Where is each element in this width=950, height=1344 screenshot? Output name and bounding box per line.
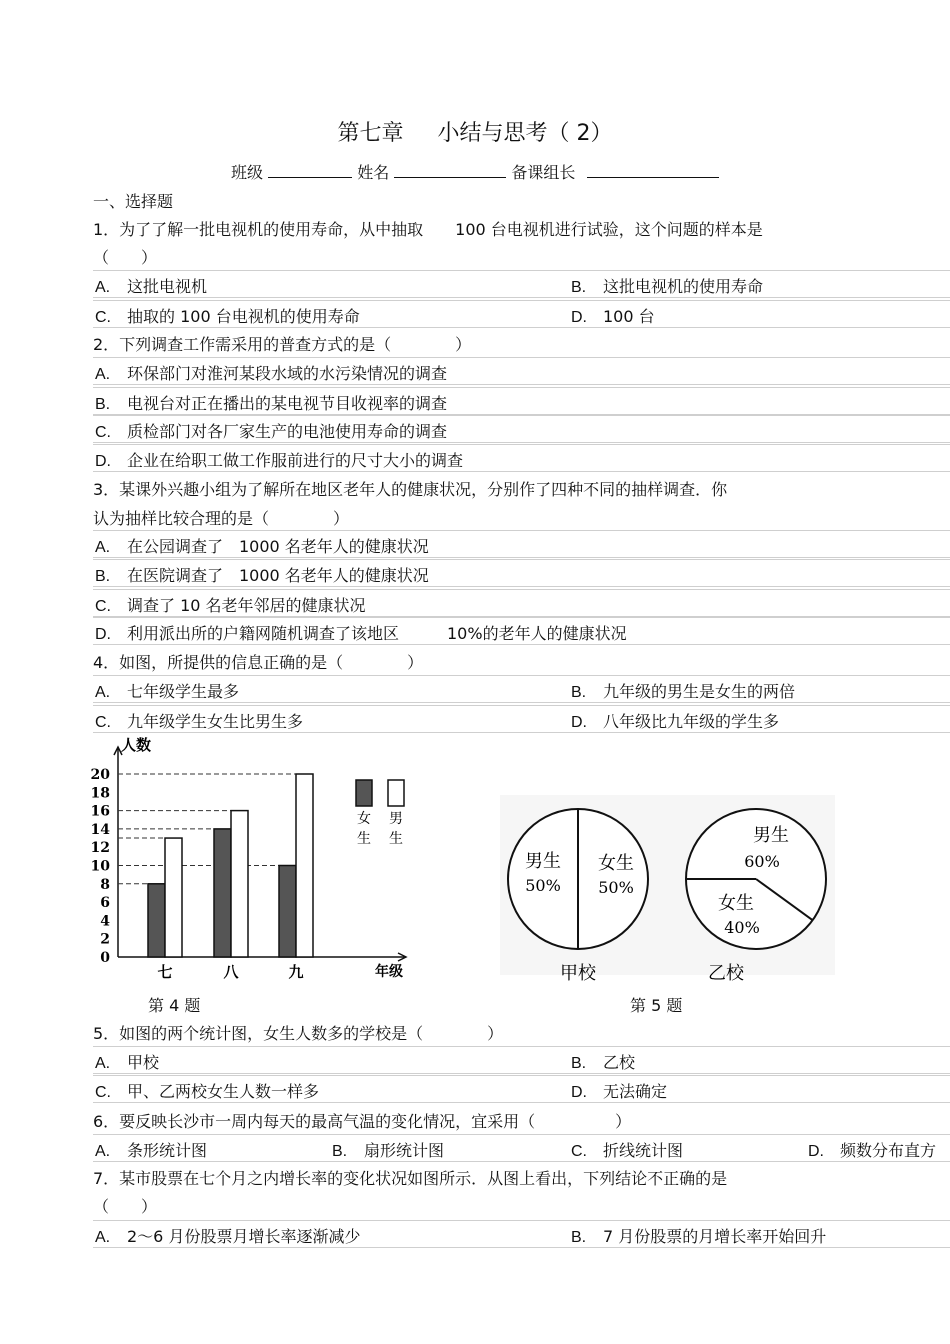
q6-options-row <box>93 1134 950 1162</box>
q1-options-row2 <box>93 300 950 328</box>
slice-value: 40% <box>724 918 760 937</box>
slice-label: 女生 <box>718 893 754 914</box>
y-tick-label: 18 <box>90 785 110 802</box>
pie-title: 乙校 <box>708 963 744 984</box>
section-heading: 一、选择题 <box>93 192 174 211</box>
bar-男生 <box>296 774 313 957</box>
q3-option-d[interactable]: D. 利用派出所的户籍网随机调查了该地区 10%的老年人的健康状况 <box>93 617 950 645</box>
q7-options-row1 <box>93 1220 950 1248</box>
q4-option-b[interactable]: B. 九年级的男生是女生的两倍 <box>571 682 796 701</box>
q1-option-d[interactable]: D. 100 台 <box>571 307 655 326</box>
y-tick-label: 16 <box>90 803 110 820</box>
bar-女生 <box>148 884 165 957</box>
legend-label-男生: 生 <box>389 831 403 847</box>
q1-stem: 1．为了了解一批电视机的使用寿命，从中抽取 100 台电视机进行试验，这个问题的样本是 <box>93 220 763 239</box>
title-subject: 小结与思考（ 2） <box>437 121 613 146</box>
q5-options-row1 <box>93 1046 950 1074</box>
q5-option-a[interactable]: A. 甲校 <box>95 1053 160 1072</box>
bar-男生 <box>165 838 182 957</box>
legend-swatch-女生 <box>356 780 372 806</box>
q1-option-c[interactable]: C. 抽取的 100 台电视机的使用寿命 <box>95 307 360 326</box>
q1-option-a[interactable]: A. 这批电视机 <box>95 277 208 296</box>
y-tick-label: 8 <box>100 876 110 893</box>
q4-option-c[interactable]: C. 九年级学生女生比男生多 <box>95 712 304 731</box>
leader-label: 备课组长 <box>511 163 576 182</box>
q4-option-d[interactable]: D. 八年级比九年级的学生多 <box>571 712 780 731</box>
slice-label: 男生 <box>525 851 561 872</box>
q2-option-c[interactable]: C. 质检部门对各厂家生产的电池使用寿命的调查 <box>93 415 950 443</box>
bar-女生 <box>214 829 231 957</box>
q7-option-a[interactable]: A. 2～6 月份股票月增长率逐渐减少 <box>95 1227 361 1246</box>
q7-stem: 7．某市股票在七个月之内增长率的变化状况如图所示．从图上看出，下列结论不正确的是 <box>93 1169 728 1188</box>
q3-stem-cont: 认为抽样比较合理的是（ ） <box>93 509 350 528</box>
q2-option-b[interactable]: B. 电视台对正在播出的某电视节目收视率的调查 <box>93 387 950 415</box>
y-tick-label: 6 <box>100 895 110 912</box>
fig4-caption: 第 4 题 <box>148 996 201 1015</box>
q2-stem: 2．下列调查工作需采用的普查方式的是（ ） <box>93 335 472 354</box>
q1-options-row1 <box>93 270 950 298</box>
y-tick-label: 0 <box>100 950 110 966</box>
q6-option-a[interactable]: A. 条形统计图 <box>95 1141 208 1160</box>
q5-stem: 5．如图的两个统计图，女生人数多的学校是（ ） <box>93 1024 504 1043</box>
y-tick-label: 10 <box>90 858 110 875</box>
page-title <box>0 116 950 147</box>
q4-options-row1 <box>93 675 950 703</box>
leader-blank[interactable] <box>587 163 719 178</box>
slice-label: 男生 <box>753 825 789 846</box>
q7-option-b[interactable]: B. 7 月份股票的月增长率开始回升 <box>571 1227 827 1246</box>
q5-option-c[interactable]: C. 甲、乙两校女生人数一样多 <box>95 1082 320 1101</box>
bar-女生 <box>279 866 296 958</box>
pie-charts-fig5 <box>500 795 835 990</box>
fig5-caption: 第 5 题 <box>630 996 683 1015</box>
q3-option-c[interactable]: C. 调查了 10 名老年邻居的健康状况 <box>93 589 950 617</box>
legend-label-男生: 男 <box>389 811 403 827</box>
legend-label-女生: 生 <box>357 831 371 847</box>
q2-option-a[interactable]: A. 环保部门对淮河某段水域的水污染情况的调查 <box>93 357 950 385</box>
y-tick-label: 14 <box>90 821 110 838</box>
x-tick-label: 九 <box>288 963 304 981</box>
x-axis-label: 年级 <box>375 964 403 980</box>
q6-option-b[interactable]: B. 扇形统计图 <box>332 1141 445 1160</box>
q1-paren: （ ） <box>93 248 158 267</box>
info-line <box>231 160 719 183</box>
y-tick-label: 12 <box>90 840 110 857</box>
q3-stem: 3．某课外兴趣小组为了解所在地区老年人的健康状况，分别作了四种不同的抽样调查．你 <box>93 480 728 499</box>
q5-options-row2 <box>93 1075 950 1103</box>
q6-option-c[interactable]: C. 折线统计图 <box>571 1141 684 1160</box>
name-blank[interactable] <box>394 163 506 178</box>
q1-option-b[interactable]: B. 这批电视机的使用寿命 <box>571 277 764 296</box>
q6-option-d[interactable]: D. 频数分布直方 <box>808 1141 937 1160</box>
slice-value: 60% <box>744 852 780 871</box>
q6-stem: 6．要反映长沙市一周内每天的最高气温的变化情况，宜采用（ ） <box>93 1112 632 1131</box>
pie-title: 甲校 <box>560 963 596 984</box>
bar-chart-fig4 <box>88 735 418 985</box>
y-tick-label: 4 <box>100 913 110 930</box>
q4-options-row2 <box>93 705 950 733</box>
q4-stem: 4．如图，所提供的信息正确的是（ ） <box>93 653 424 672</box>
q5-option-b[interactable]: B. 乙校 <box>571 1053 636 1072</box>
title-chapter: 第七章 <box>337 121 404 146</box>
y-axis-label: 人数 <box>121 736 152 754</box>
bar-男生 <box>231 811 248 957</box>
class-label: 班级 <box>231 163 264 182</box>
q3-option-b[interactable]: B. 在医院调查了 1000 名老年人的健康状况 <box>93 559 950 587</box>
q2-option-d[interactable]: D. 企业在给职工做工作服前进行的尺寸大小的调查 <box>93 444 950 472</box>
y-tick-label: 20 <box>90 767 110 783</box>
legend-label-女生: 女 <box>357 811 371 827</box>
legend-swatch-男生 <box>388 780 404 806</box>
q3-option-a[interactable]: A. 在公园调查了 1000 名老年人的健康状况 <box>93 530 950 558</box>
slice-value: 50% <box>525 876 561 895</box>
name-label: 姓名 <box>357 163 390 182</box>
q4-option-a[interactable]: A. 七年级学生最多 <box>95 682 240 701</box>
slice-value: 50% <box>598 878 634 897</box>
q5-option-d[interactable]: D. 无法确定 <box>571 1082 668 1101</box>
y-tick-label: 2 <box>100 931 110 948</box>
x-tick-label: 八 <box>223 963 239 981</box>
q7-paren: （ ） <box>93 1197 158 1216</box>
x-tick-label: 七 <box>157 963 173 981</box>
class-blank[interactable] <box>268 163 352 178</box>
slice-label: 女生 <box>598 853 634 874</box>
